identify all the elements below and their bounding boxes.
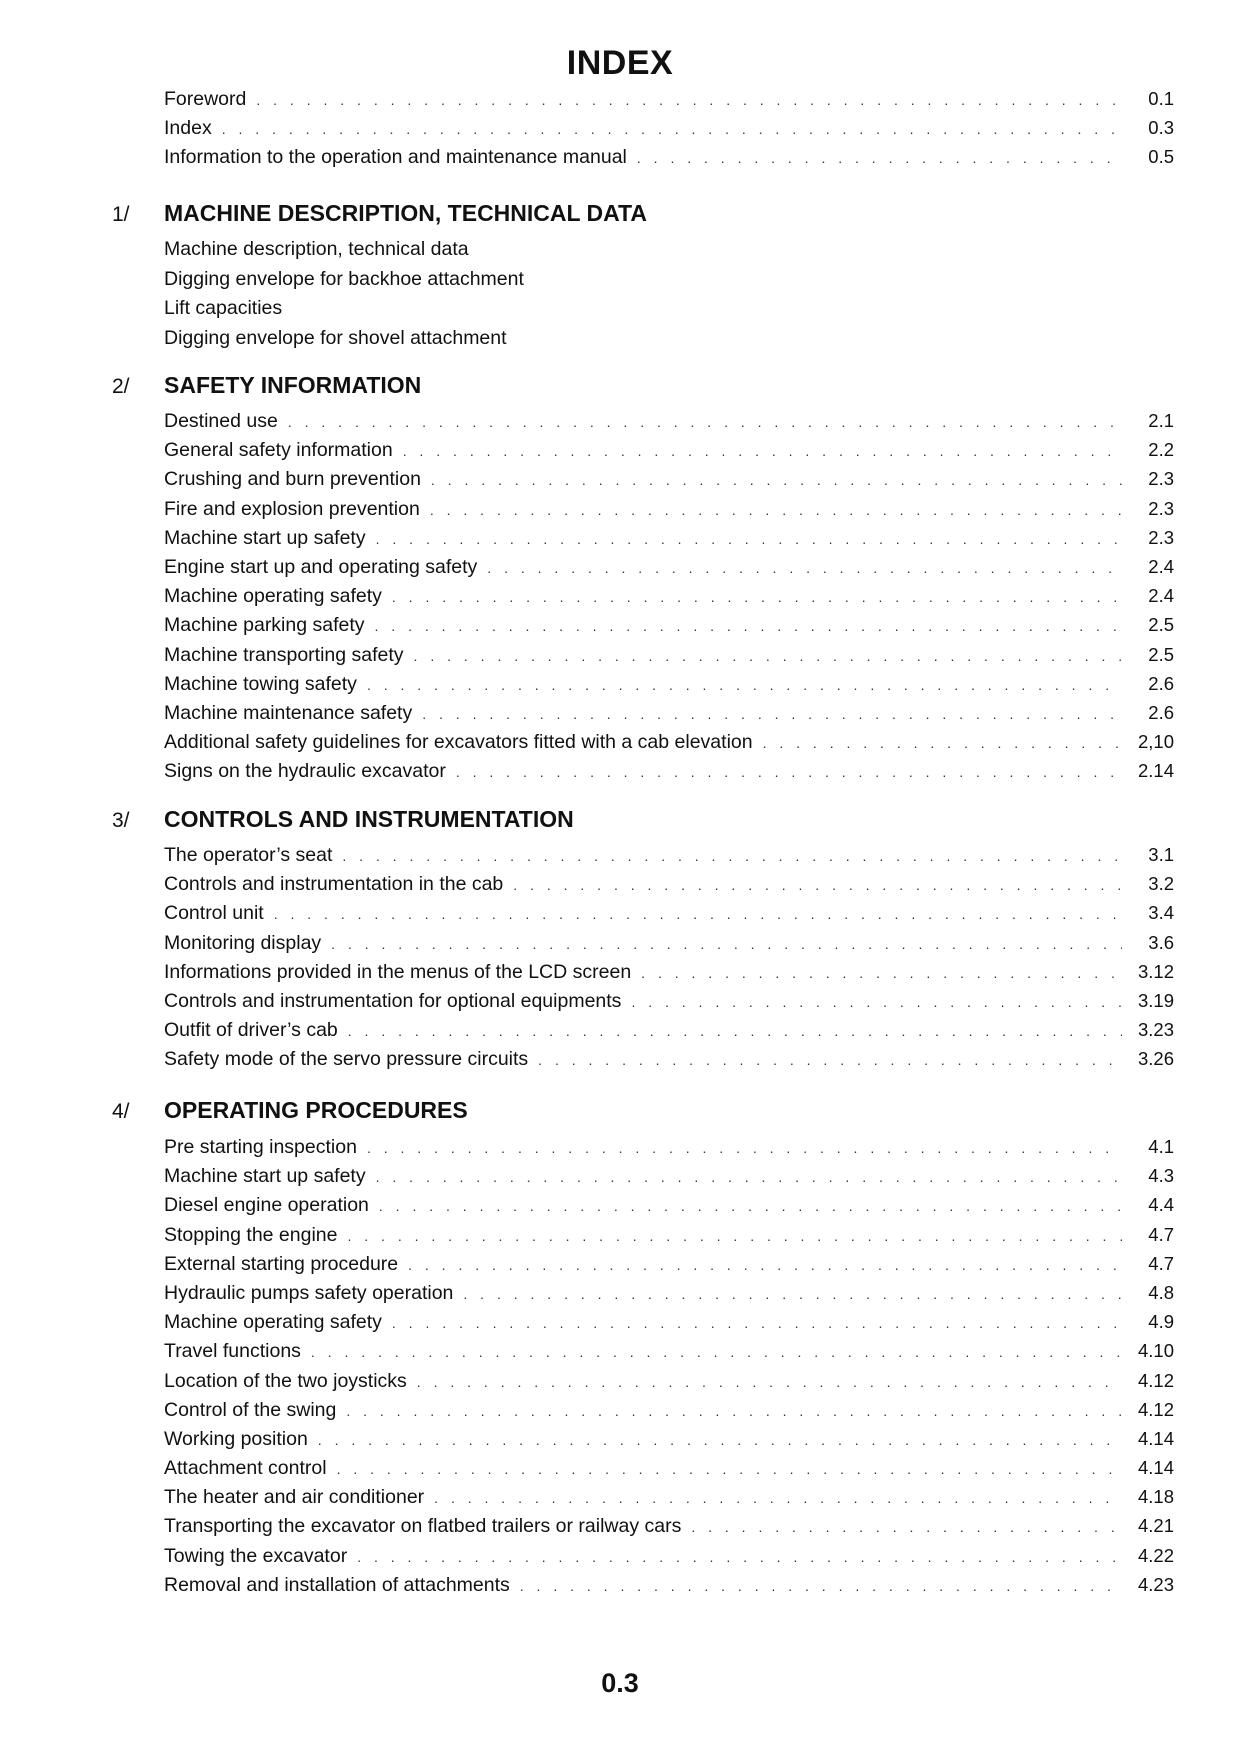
leader-dots <box>431 472 1122 488</box>
entry-label: Index <box>164 117 212 140</box>
leader-dots <box>631 994 1122 1010</box>
entry-page: 2.6 <box>1148 672 1174 694</box>
entry-label: Destined use <box>164 410 278 432</box>
toc-entry[interactable] <box>164 1428 1174 1457</box>
entry-page: 2.1 <box>1148 410 1174 431</box>
entry-label: Outfit of driver’s cab <box>164 1019 338 1042</box>
toc-entry[interactable] <box>164 760 1174 789</box>
toc-entry[interactable] <box>164 268 1174 298</box>
leader-dots <box>318 1432 1122 1448</box>
entry-page: 3.26 <box>1137 1048 1174 1070</box>
entry-label: Hydraulic pumps safety operation <box>164 1281 454 1304</box>
toc-entry[interactable] <box>164 932 1174 961</box>
section-4-heading <box>112 1097 468 1124</box>
entry-label: Monitoring display <box>164 931 322 954</box>
entry-page: 2.2 <box>1148 439 1174 461</box>
entry-page: 4.14 <box>1137 1457 1174 1479</box>
toc-entry[interactable] <box>164 673 1174 702</box>
entry-label: Location of the two joysticks <box>164 1369 407 1392</box>
entry-page: 3.19 <box>1137 989 1174 1011</box>
leader-dots <box>379 1198 1122 1214</box>
entry-label: Travel functions <box>164 1340 301 1363</box>
entry-label: Foreword <box>164 88 247 110</box>
leader-dots <box>456 764 1122 780</box>
entry-label: Machine description, technical data <box>164 238 469 260</box>
entry-label: Controls and instrumentation for optional equipments <box>164 989 622 1012</box>
entry-page: 4.23 <box>1137 1573 1174 1595</box>
leader-dots <box>430 502 1122 518</box>
entry-label: Engine start up and operating safety <box>164 555 478 578</box>
section-name: CONTROLS AND INSTRUMENTATION <box>164 806 574 832</box>
toc-entry[interactable] <box>164 1340 1174 1369</box>
entry-label: Control unit <box>164 902 264 925</box>
entry-page: 2.5 <box>1148 614 1174 636</box>
leader-dots <box>392 1315 1122 1331</box>
leader-dots <box>357 1549 1122 1565</box>
entry-label: Safety mode of the servo pressure circuits <box>164 1048 529 1071</box>
leader-dots <box>392 589 1122 605</box>
entry-label: Machine operating safety <box>164 1311 382 1334</box>
entry-page: 4.3 <box>1148 1165 1174 1187</box>
entry-label: Towing the excavator <box>164 1544 348 1567</box>
leader-dots <box>403 443 1122 459</box>
entry-page: 3.4 <box>1148 902 1174 924</box>
page-number: 0.3 <box>601 1668 639 1698</box>
entry-page: 0.1 <box>1148 88 1174 109</box>
leader-dots <box>463 1286 1122 1302</box>
toc-entry[interactable] <box>164 1457 1174 1486</box>
toc-entry[interactable] <box>164 468 1174 497</box>
leader-dots <box>222 121 1122 137</box>
entry-page: 0.3 <box>1148 117 1174 139</box>
entry-page: 2.3 <box>1148 526 1174 548</box>
entry-page: 2.4 <box>1148 555 1174 577</box>
toc-entry[interactable] <box>164 1019 1174 1048</box>
leader-dots <box>347 1228 1122 1244</box>
entry-label: The operator’s seat <box>164 844 333 866</box>
leader-dots <box>637 150 1122 166</box>
leader-dots <box>256 92 1122 108</box>
entry-label: Machine parking safety <box>164 614 365 637</box>
toc-entry[interactable] <box>164 873 1174 902</box>
toc-entry[interactable] <box>164 1136 1174 1165</box>
page-title: INDEX <box>566 44 674 82</box>
entry-page: 2.3 <box>1148 468 1174 490</box>
leader-dots <box>487 560 1122 576</box>
toc-entry[interactable] <box>164 1048 1174 1077</box>
leader-dots <box>288 414 1122 430</box>
entry-page: 2.3 <box>1148 497 1174 519</box>
leader-dots <box>342 848 1122 864</box>
leader-dots <box>274 906 1122 922</box>
entry-label: Machine operating safety <box>164 585 382 608</box>
toc-entry[interactable] <box>164 844 1174 873</box>
toc-entry[interactable] <box>164 238 1174 268</box>
section-2-heading <box>112 372 421 399</box>
section-2-list <box>164 410 1174 789</box>
toc-entry-foreword[interactable] <box>164 88 1174 117</box>
toc-entry[interactable] <box>164 902 1174 931</box>
section-number: 2/ <box>112 375 130 398</box>
entry-page: 4.12 <box>1137 1398 1174 1420</box>
leader-dots <box>422 706 1122 722</box>
section-1-list <box>164 238 1174 356</box>
entry-label: Digging envelope for backhoe attachment <box>164 267 524 290</box>
entry-label: Machine start up safety <box>164 526 366 549</box>
toc-entry[interactable] <box>164 614 1174 643</box>
toc-entry[interactable] <box>164 1545 1174 1574</box>
toc-entry[interactable] <box>164 1282 1174 1311</box>
section-3-heading <box>112 806 574 833</box>
entry-page: 4.18 <box>1137 1486 1174 1508</box>
entry-label: Information to the operation and maintenance manual <box>164 146 627 169</box>
section-name: SAFETY INFORMATION <box>164 372 422 398</box>
section-name: OPERATING PROCEDURES <box>164 1097 468 1123</box>
entry-page: 2.5 <box>1148 643 1174 665</box>
entry-page: 4.21 <box>1137 1515 1174 1537</box>
leader-dots <box>408 1257 1122 1273</box>
toc-entry[interactable] <box>164 297 1174 327</box>
entry-page: 4.14 <box>1137 1427 1174 1449</box>
entry-page: 3.6 <box>1148 931 1174 953</box>
toc-entry[interactable] <box>164 585 1174 614</box>
leader-dots <box>376 1169 1122 1185</box>
toc-entry[interactable] <box>164 327 1174 357</box>
leader-dots <box>367 677 1122 693</box>
toc-entry[interactable] <box>164 1399 1174 1428</box>
entry-label: General safety information <box>164 439 393 462</box>
leader-dots <box>520 1578 1122 1594</box>
toc-entry[interactable] <box>164 1194 1174 1223</box>
entry-page: 3.23 <box>1137 1019 1174 1041</box>
entry-label: Removal and installation of attachments <box>164 1573 510 1596</box>
entry-label: Machine transporting safety <box>164 643 404 666</box>
section-3-list <box>164 844 1174 1078</box>
toc-entry[interactable] <box>164 644 1174 673</box>
entry-page: 4.4 <box>1148 1194 1174 1216</box>
entry-page: 4.1 <box>1148 1136 1174 1157</box>
entry-page: 4.12 <box>1137 1369 1174 1391</box>
entry-label: External starting procedure <box>164 1252 399 1275</box>
toc-entry-information[interactable] <box>164 146 1174 175</box>
entry-label: Controls and instrumentation in the cab <box>164 873 504 896</box>
toc-entry[interactable] <box>164 702 1174 731</box>
entry-label: Lift capacities <box>164 297 283 319</box>
toc-entry[interactable] <box>164 1311 1174 1340</box>
entry-page: 2,10 <box>1137 731 1174 753</box>
toc-entry[interactable] <box>164 990 1174 1019</box>
entry-page: 4.10 <box>1137 1340 1174 1362</box>
entry-label: Informations provided in the menus of the LCD screen <box>164 960 632 983</box>
toc-entry[interactable] <box>164 1165 1174 1194</box>
leader-dots <box>434 1490 1122 1506</box>
leader-dots <box>348 1023 1122 1039</box>
toc-entry[interactable] <box>164 1370 1174 1399</box>
entry-page: 2.4 <box>1148 585 1174 607</box>
leader-dots <box>513 877 1122 893</box>
toc-entry[interactable] <box>164 1574 1174 1603</box>
entry-page: 2.6 <box>1148 701 1174 723</box>
section-number: 4/ <box>112 1100 130 1123</box>
section-number: 1/ <box>112 203 130 226</box>
entry-page: 3.1 <box>1148 844 1174 865</box>
entry-label: Digging envelope for shovel attachment <box>164 326 507 349</box>
toc-entry[interactable] <box>164 527 1174 556</box>
leader-dots <box>691 1519 1122 1535</box>
entry-label: Signs on the hydraulic excavator <box>164 760 446 783</box>
toc-entry[interactable] <box>164 1224 1174 1253</box>
leader-dots <box>311 1344 1122 1360</box>
toc-entry[interactable] <box>164 1253 1174 1282</box>
intro-list <box>164 88 1174 176</box>
section-number: 3/ <box>112 809 130 832</box>
toc-entry[interactable] <box>164 556 1174 585</box>
section-name: MACHINE DESCRIPTION, TECHNICAL DATA <box>164 200 647 226</box>
leader-dots <box>414 648 1122 664</box>
entry-label: The heater and air conditioner <box>164 1486 425 1509</box>
entry-label: Transporting the excavator on flatbed trailers or railway cars <box>164 1515 682 1538</box>
toc-entry[interactable] <box>164 1486 1174 1515</box>
entry-label: Working position <box>164 1427 308 1450</box>
entry-label: Machine maintenance safety <box>164 701 413 724</box>
toc-entry[interactable] <box>164 498 1174 527</box>
entry-label: Machine start up safety <box>164 1165 366 1188</box>
toc-entry[interactable] <box>164 731 1174 760</box>
entry-label: Fire and explosion prevention <box>164 497 420 520</box>
entry-page: 4.22 <box>1137 1544 1174 1566</box>
leader-dots <box>763 735 1122 751</box>
entry-label: Diesel engine operation <box>164 1194 369 1217</box>
leader-dots <box>331 936 1122 952</box>
entry-label: Machine towing safety <box>164 672 357 695</box>
toc-entry[interactable] <box>164 410 1174 439</box>
leader-dots <box>346 1403 1122 1419</box>
entry-page: 3.12 <box>1137 960 1174 982</box>
section-1-heading <box>112 200 647 227</box>
section-4-list <box>164 1136 1174 1603</box>
leader-dots <box>337 1461 1122 1477</box>
entry-label: Pre starting inspection <box>164 1136 357 1158</box>
toc-entry[interactable] <box>164 439 1174 468</box>
entry-page: 4.7 <box>1148 1223 1174 1245</box>
leader-dots <box>538 1052 1122 1068</box>
entry-page: 4.9 <box>1148 1311 1174 1333</box>
toc-entry[interactable] <box>164 961 1174 990</box>
entry-page: 4.7 <box>1148 1252 1174 1274</box>
leader-dots <box>376 531 1122 547</box>
leader-dots <box>375 618 1122 634</box>
leader-dots <box>417 1374 1122 1390</box>
entry-label: Additional safety guidelines for excavators fitted with a cab elevation <box>164 731 753 754</box>
entry-page: 4.8 <box>1148 1281 1174 1303</box>
leader-dots <box>367 1140 1122 1156</box>
entry-label: Crushing and burn prevention <box>164 468 421 491</box>
entry-page: 3.2 <box>1148 873 1174 895</box>
leader-dots <box>641 965 1122 981</box>
entry-label: Control of the swing <box>164 1398 337 1421</box>
toc-entry-index[interactable] <box>164 117 1174 146</box>
entry-page: 2.14 <box>1137 760 1174 782</box>
toc-entry[interactable] <box>164 1515 1174 1544</box>
entry-label: Attachment control <box>164 1457 327 1480</box>
entry-page: 0.5 <box>1148 146 1174 168</box>
entry-label: Stopping the engine <box>164 1223 338 1246</box>
